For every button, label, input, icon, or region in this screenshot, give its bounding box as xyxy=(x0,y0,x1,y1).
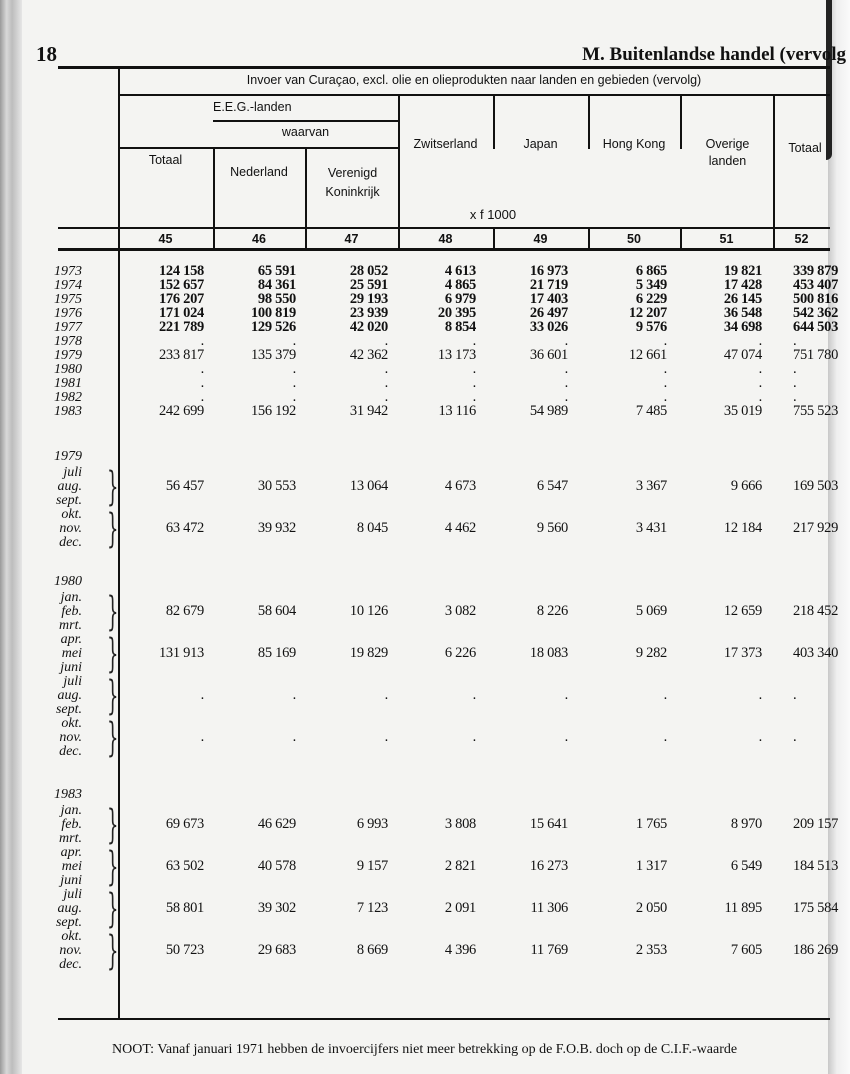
table-cell: 6 993 xyxy=(356,816,388,832)
row-label-month: mei xyxy=(61,646,82,661)
table-cell: 11 306 xyxy=(530,900,568,916)
rule xyxy=(58,248,830,251)
table-cell: 8 970 xyxy=(730,816,762,832)
table-cell-total: . xyxy=(793,375,797,391)
group-brace: } xyxy=(106,928,119,974)
table-cell-total: . xyxy=(793,333,797,349)
col-header-totaal-2: Totaal xyxy=(788,141,822,155)
column-number: 52 xyxy=(794,232,809,246)
table-cell: 42 020 xyxy=(349,319,388,335)
table-cell-total: 403 340 xyxy=(793,645,839,661)
table-cell: 33 026 xyxy=(529,319,568,335)
row-label-month: mei xyxy=(61,859,82,874)
column-number: 47 xyxy=(344,232,359,246)
footnote: NOOT: Vanaf januari 1971 hebben de invoercijfers niet meer betrekking op de F.O.B. doch op de C.I.F.-waarde xyxy=(112,1042,738,1057)
row-label-year: 1983 xyxy=(54,404,82,419)
row-label-year: 1975 xyxy=(54,292,82,307)
table-cell: 4 613 xyxy=(444,263,476,279)
row-label-year: 1982 xyxy=(54,390,82,405)
table-cell: 12 184 xyxy=(723,520,762,536)
row-label-month: apr. xyxy=(60,632,82,647)
table-cell: 47 074 xyxy=(723,347,762,363)
table-cell: 29 193 xyxy=(349,291,388,307)
col-header-totaal: Totaal xyxy=(148,153,183,167)
table-cell: 50 723 xyxy=(165,942,204,958)
table-cell: 124 158 xyxy=(158,263,204,279)
group-brace: } xyxy=(106,464,119,510)
table-cell: 34 698 xyxy=(723,319,762,335)
table-cell: . xyxy=(384,375,388,391)
table-cell: . xyxy=(384,389,388,405)
table-cell: 13 173 xyxy=(437,347,476,363)
col-divider xyxy=(398,94,400,251)
table-cell: 26 145 xyxy=(723,291,762,307)
table-cell: 56 457 xyxy=(165,478,204,494)
table-cell: . xyxy=(663,375,667,391)
table-cell: . xyxy=(564,361,568,377)
table-cell: . xyxy=(472,375,476,391)
table-cell: . xyxy=(384,729,388,745)
table-cell: 28 052 xyxy=(349,263,388,279)
table-cell: . xyxy=(564,375,568,391)
row-label-month: sept. xyxy=(55,493,82,508)
table-cell: 131 913 xyxy=(158,645,204,661)
unit-label: x f 1000 xyxy=(469,207,517,222)
book-binding xyxy=(0,0,22,1074)
table-cell: 6 979 xyxy=(444,291,476,307)
table-cell: 9 560 xyxy=(536,520,568,536)
section-year-label: 1979 xyxy=(54,449,82,464)
table-cell: 176 207 xyxy=(158,291,204,307)
table-cell: 11 769 xyxy=(530,942,568,958)
table-cell: 1 317 xyxy=(635,858,667,874)
col-divider xyxy=(680,94,682,149)
table-cell: 11 895 xyxy=(724,900,762,916)
table-cell: 20 395 xyxy=(437,305,476,321)
table-cell: . xyxy=(384,333,388,349)
table-cell: 98 550 xyxy=(257,291,296,307)
table-cell: . xyxy=(564,333,568,349)
table-cell: 17 428 xyxy=(723,277,762,293)
row-label-year: 1978 xyxy=(54,334,82,349)
table-cell: 4 673 xyxy=(444,478,476,494)
waarvan-header: waarvan xyxy=(281,125,330,139)
row-label-year: 1973 xyxy=(54,264,82,279)
table-cell: 5 069 xyxy=(635,603,667,619)
table-cell: 54 989 xyxy=(529,403,568,419)
column-number: 48 xyxy=(438,232,453,246)
table-cell: . xyxy=(564,729,568,745)
table-cell: 29 683 xyxy=(257,942,296,958)
row-label-month: sept. xyxy=(55,702,82,717)
table-cell: 7 605 xyxy=(730,942,762,958)
col-divider xyxy=(773,94,775,251)
table-cell: . xyxy=(663,389,667,405)
table-cell: . xyxy=(200,333,204,349)
table-cell: 100 819 xyxy=(250,305,296,321)
table-cell-total: 339 879 xyxy=(793,263,839,279)
table-cell: 17 373 xyxy=(723,645,762,661)
table-cell: 152 657 xyxy=(158,277,204,293)
table-cell: 3 808 xyxy=(444,816,476,832)
row-label-year: 1981 xyxy=(54,376,82,391)
row-label-month: juni xyxy=(60,660,82,675)
row-label-month: nov. xyxy=(59,521,82,536)
group-brace: } xyxy=(106,886,119,932)
table-cell: . xyxy=(292,729,296,745)
table-cell: . xyxy=(564,389,568,405)
table-cell: 3 082 xyxy=(444,603,476,619)
rule xyxy=(118,147,398,149)
group-brace: } xyxy=(106,506,119,552)
table-cell: 2 821 xyxy=(444,858,476,874)
table-cell-total: 218 452 xyxy=(793,603,839,619)
table-cell: 84 361 xyxy=(257,277,296,293)
table-cell-total: 169 503 xyxy=(793,478,839,494)
table-cell: . xyxy=(200,361,204,377)
row-label-month: jan. xyxy=(60,590,82,605)
table-cell: 135 379 xyxy=(250,347,296,363)
row-label-month: aug. xyxy=(57,479,82,494)
table-cell: 2 050 xyxy=(635,900,667,916)
row-label-month: dec. xyxy=(59,957,82,972)
row-label-month: feb. xyxy=(61,817,82,832)
table-cell: 9 576 xyxy=(635,319,667,335)
table-cell: . xyxy=(758,389,762,405)
table-cell: 10 126 xyxy=(349,603,388,619)
table-cell: . xyxy=(384,361,388,377)
table-cell: 9 157 xyxy=(356,858,388,874)
table-cell: . xyxy=(758,729,762,745)
table-cell-total: 184 513 xyxy=(793,858,839,874)
section-year-label: 1980 xyxy=(54,574,82,589)
top-rule xyxy=(58,66,830,69)
table-cell: 9 282 xyxy=(635,645,667,661)
table-cell: 8 226 xyxy=(536,603,568,619)
page-title: M. Buitenlandse handel (vervolg xyxy=(582,44,846,65)
table-cell: 6 229 xyxy=(635,291,667,307)
col-header-nederland: Nederland xyxy=(230,165,288,179)
table-cell: 63 472 xyxy=(165,520,204,536)
row-label-month: apr. xyxy=(60,845,82,860)
table-cell: 82 679 xyxy=(165,603,204,619)
group-brace: } xyxy=(106,589,119,635)
row-label-month: jan. xyxy=(60,803,82,818)
col-header-hongkong: Hong Kong xyxy=(602,137,666,151)
table-cell: 21 719 xyxy=(529,277,568,293)
table-cell: 7 123 xyxy=(356,900,388,916)
row-label-month: dec. xyxy=(59,744,82,759)
table-cell: 233 817 xyxy=(158,347,204,363)
table-cell: 15 641 xyxy=(529,816,568,832)
row-label-year: 1976 xyxy=(54,306,82,321)
table-cell: 18 083 xyxy=(529,645,568,661)
table-cell: 35 019 xyxy=(723,403,762,419)
table-cell: 30 553 xyxy=(257,478,296,494)
row-label-month: juli xyxy=(63,887,82,902)
row-label-month: sept. xyxy=(55,915,82,930)
table-cell: . xyxy=(758,361,762,377)
row-label-month: aug. xyxy=(57,901,82,916)
table-cell: 23 939 xyxy=(349,305,388,321)
column-number: 49 xyxy=(533,232,548,246)
table-cell: 242 699 xyxy=(158,403,204,419)
table-cell: 5 349 xyxy=(635,277,667,293)
table-cell: . xyxy=(292,333,296,349)
table-cell: . xyxy=(292,375,296,391)
table-cell: . xyxy=(472,333,476,349)
rule xyxy=(118,94,830,96)
table-cell: . xyxy=(472,361,476,377)
row-label-month: feb. xyxy=(61,604,82,619)
table-cell-total: . xyxy=(793,361,797,377)
table-cell: . xyxy=(292,389,296,405)
table-cell: 156 192 xyxy=(250,403,296,419)
row-label-month: mrt. xyxy=(59,618,82,633)
group-brace: } xyxy=(106,673,119,719)
row-label-month: okt. xyxy=(61,929,82,944)
table-cell: 39 932 xyxy=(257,520,296,536)
row-label-year: 1977 xyxy=(54,320,82,335)
table-cell: 65 591 xyxy=(257,263,296,279)
row-label-month: juni xyxy=(60,873,82,888)
row-label-month: nov. xyxy=(59,730,82,745)
table-cell: . xyxy=(663,729,667,745)
table-cell: 58 604 xyxy=(257,603,296,619)
col-header-zwitserland: Zwitserland xyxy=(413,137,478,151)
table-cell: 3 367 xyxy=(635,478,667,494)
table-title: Invoer van Curaçao, excl. olie en olieprodukten naar landen en gebieden (vervolg) xyxy=(246,73,702,87)
table-cell: 58 801 xyxy=(165,900,204,916)
table-cell: 12 207 xyxy=(628,305,667,321)
table-cell: 19 829 xyxy=(349,645,388,661)
table-cell: 39 302 xyxy=(257,900,296,916)
table-cell-total: 542 362 xyxy=(793,305,839,321)
table-cell: . xyxy=(292,687,296,703)
table-cell: 13 064 xyxy=(349,478,388,494)
bottom-rule xyxy=(58,1018,830,1020)
table-cell: . xyxy=(663,361,667,377)
table-cell: 85 169 xyxy=(257,645,296,661)
section-year-label: 1983 xyxy=(54,787,82,802)
table-cell: . xyxy=(200,389,204,405)
table-cell: . xyxy=(200,687,204,703)
table-cell-total: 644 503 xyxy=(793,319,839,335)
row-label-month: nov. xyxy=(59,943,82,958)
table-cell: 40 578 xyxy=(257,858,296,874)
group-brace: } xyxy=(106,844,119,890)
table-cell-total: 500 816 xyxy=(793,291,839,307)
table-cell: 13 116 xyxy=(438,403,476,419)
table-cell: . xyxy=(758,687,762,703)
table-cell: 129 526 xyxy=(250,319,296,335)
table-cell: 42 362 xyxy=(349,347,388,363)
table-cell: 36 601 xyxy=(529,347,568,363)
table-cell: . xyxy=(472,729,476,745)
table-cell: . xyxy=(384,687,388,703)
table-cell: 63 502 xyxy=(165,858,204,874)
table-cell: . xyxy=(292,361,296,377)
table-cell: 25 591 xyxy=(349,277,388,293)
col-header-japan: Japan xyxy=(523,137,558,151)
table-cell: 2 091 xyxy=(444,900,476,916)
table-cell: 9 666 xyxy=(730,478,762,494)
table-cell: 17 403 xyxy=(529,291,568,307)
group-brace: } xyxy=(106,715,119,761)
page-number: 18 xyxy=(36,42,57,66)
table-cell: 36 548 xyxy=(723,305,762,321)
table-cell: 7 485 xyxy=(635,403,667,419)
table-cell: 12 661 xyxy=(628,347,667,363)
table-cell: . xyxy=(663,687,667,703)
table-cell-total: . xyxy=(793,729,797,745)
table-cell: 8 045 xyxy=(356,520,388,536)
table-cell: 8 854 xyxy=(444,319,476,335)
column-number: 46 xyxy=(252,232,266,246)
col-header-vk: Verenigd Koninkrijk xyxy=(325,166,380,199)
table-cell: 46 629 xyxy=(257,816,296,832)
table-cell: 1 765 xyxy=(635,816,667,832)
group-brace: } xyxy=(106,631,119,677)
rule xyxy=(58,227,830,229)
row-label-month: aug. xyxy=(57,688,82,703)
column-number: 45 xyxy=(158,232,173,246)
table-cell: 221 789 xyxy=(158,319,204,335)
row-label-year: 1974 xyxy=(54,278,82,293)
table-cell-total: 217 929 xyxy=(793,520,839,536)
row-label-month: juli xyxy=(63,465,82,480)
table-cell-total: . xyxy=(793,687,797,703)
column-number: 50 xyxy=(627,232,641,246)
row-label-month: dec. xyxy=(59,535,82,550)
column-number: 51 xyxy=(719,232,734,246)
table-cell-total: 751 780 xyxy=(793,347,839,363)
table-cell-total: 175 584 xyxy=(793,900,839,916)
table-cell: 8 669 xyxy=(356,942,388,958)
table-cell: 31 942 xyxy=(349,403,388,419)
eeg-header: E.E.G.-landen xyxy=(213,100,292,114)
table-cell: 4 865 xyxy=(444,277,476,293)
table-cell: 2 353 xyxy=(635,942,667,958)
table-cell-total: . xyxy=(793,389,797,405)
table-cell: 6 865 xyxy=(635,263,667,279)
table-cell: 4 462 xyxy=(444,520,476,536)
table-cell: 6 226 xyxy=(444,645,476,661)
rule xyxy=(213,120,398,122)
table-cell: 16 973 xyxy=(529,263,568,279)
row-label-year: 1980 xyxy=(54,362,82,377)
table-cell: 26 497 xyxy=(529,305,568,321)
table-cell: 3 431 xyxy=(635,520,667,536)
table-cell: . xyxy=(472,687,476,703)
table-cell: . xyxy=(758,375,762,391)
table-cell: 4 396 xyxy=(444,942,476,958)
row-label-month: juli xyxy=(63,674,82,689)
table-cell: . xyxy=(200,375,204,391)
table-cell: 12 659 xyxy=(723,603,762,619)
table-cell: 171 024 xyxy=(158,305,204,321)
row-label-month: okt. xyxy=(61,716,82,731)
table-cell-total: 186 269 xyxy=(793,942,839,958)
table-cell-total: 453 407 xyxy=(793,277,839,293)
table-cell: 6 547 xyxy=(536,478,568,494)
table-cell: 16 273 xyxy=(529,858,568,874)
row-label-year: 1979 xyxy=(54,348,82,363)
group-brace: } xyxy=(106,802,119,848)
row-label-month: okt. xyxy=(61,507,82,522)
table-cell: . xyxy=(758,333,762,349)
col-header-overige: Overige landen xyxy=(705,137,750,168)
table-cell: . xyxy=(200,729,204,745)
table-cell: 19 821 xyxy=(723,263,762,279)
table-cell: . xyxy=(472,389,476,405)
table-cell-total: 209 157 xyxy=(793,816,839,832)
table-cell-total: 755 523 xyxy=(793,403,839,419)
table-cell: . xyxy=(564,687,568,703)
table-cell: 69 673 xyxy=(165,816,204,832)
table-cell: . xyxy=(663,333,667,349)
row-label-month: mrt. xyxy=(59,831,82,846)
table-cell: 6 549 xyxy=(730,858,762,874)
